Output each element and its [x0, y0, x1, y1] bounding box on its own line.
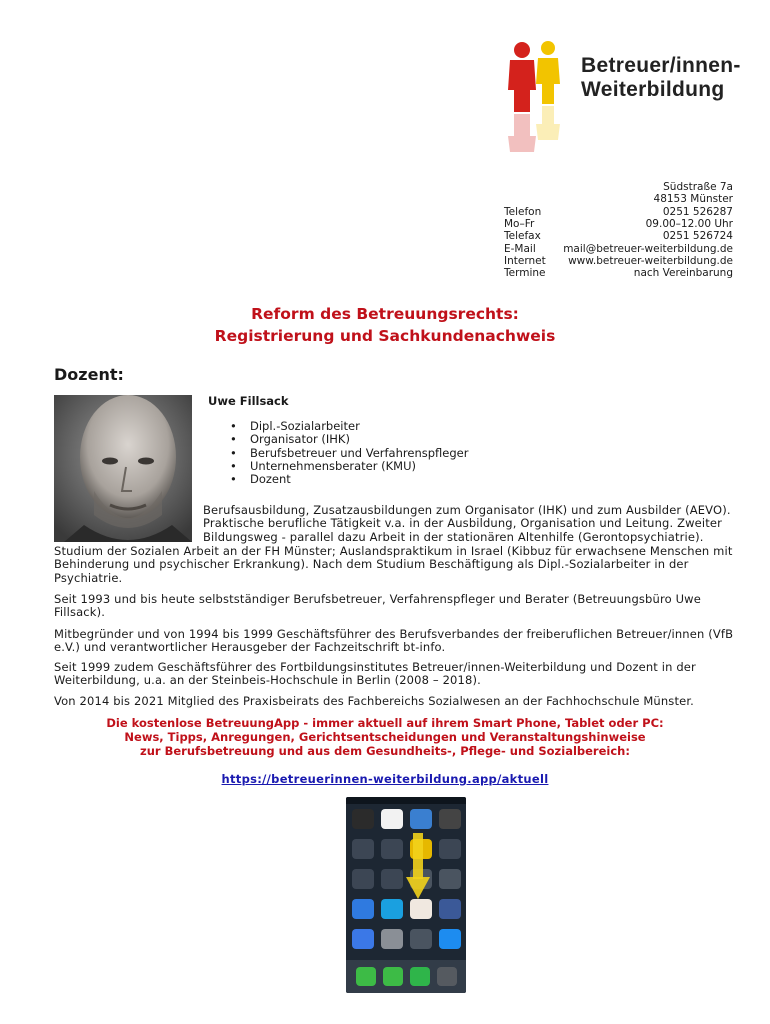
logo-wordmark	[581, 54, 741, 102]
people-logo-icon	[500, 40, 580, 160]
promo-line-2: News, Tipps, Anregungen, Gerichtsentscheidungen und Veranstaltungshinweise	[124, 730, 646, 744]
contact-row-phone	[504, 206, 733, 218]
contact-label: Telefon	[504, 206, 542, 218]
contact-value: nach Vereinbarung	[633, 267, 733, 280]
folder-icon	[352, 839, 374, 859]
messenger-icon	[439, 929, 461, 949]
phone-icon	[356, 967, 376, 986]
bio-paragraph-2: Mitbegründer und von 1994 bis 1999 Geschäftsführer des Berufsverbandes der freiberuflichen Betreuer/innen (VfB e.V.) und verantwortlicher Herausgeber der Fachzeitschrift bt-info.	[54, 627, 734, 655]
folder-icon	[410, 929, 432, 949]
promo-line-3: zur Berufsbetreuung und aus dem Gesundheits-, Pflege- und Sozialbereich:	[140, 744, 630, 758]
list-item: • Dipl.-Sozialarbeiter	[230, 420, 468, 433]
contact-row-appointments	[504, 267, 733, 279]
folder-icon	[439, 869, 461, 889]
title-line-1: Reform des Betreuungsrechts:	[251, 305, 519, 323]
contact-label: Mo–Fr	[504, 218, 535, 231]
address-block	[654, 181, 733, 205]
contact-row-hours	[504, 218, 733, 230]
contact-label: Termine	[504, 267, 546, 280]
settings-icon	[381, 929, 403, 949]
bio-intro: Berufsausbildung, Zusatzausbildungen zum Organisator (IHK) und zum Ausbilder (AEVO). Praktische berufliche Tätigkeit v.a. in der Ausbildung, Organisation und Leitung. Zweiter Bildungsweg - parallel dazu Arbeit in der stationären Altenhilfe (Gerontopsychiatrie).	[203, 503, 731, 544]
yellow-arrow-icon	[406, 833, 430, 903]
contact-row-email	[504, 243, 733, 255]
folder-icon	[352, 869, 374, 889]
email-link[interactable]: mail@betreuer-weiterbildung.de	[563, 242, 733, 255]
contact-value: 0251 526724	[662, 230, 733, 243]
street: Südstraße 7a	[663, 181, 733, 193]
google-icon	[352, 929, 374, 949]
list-item: • Organisator (IHK)	[230, 433, 468, 446]
bio-continuation: Studium der Sozialen Arbeit an der FH Münster; Auslandspraktikum in Israel (Kibbuz für erwachsene Menschen mit Behinderung und psychischer Erkrankung). Nach dem Studium Beschäftigung als Dipl.-Sozialarbeiter in der Psychiatrie.	[54, 544, 733, 585]
camera-icon	[437, 967, 457, 986]
list-item: • Berufsbetreuer und Verfahrenspfleger	[230, 447, 468, 460]
skype-icon	[381, 899, 403, 919]
photos-icon	[410, 809, 432, 829]
folder-icon	[381, 869, 403, 889]
logo	[500, 40, 740, 160]
contact-label: Telefax	[504, 230, 541, 243]
contact-value: 09.00–12.00 Uhr	[645, 218, 733, 231]
dozent-heading: Dozent:	[54, 365, 124, 384]
contact-value: 0251 526287	[662, 206, 733, 218]
reminders-icon	[439, 839, 461, 859]
messages-icon	[383, 967, 403, 986]
title-line-2: Registrierung und Sachkundenachweis	[214, 327, 556, 345]
logo-line-2: Weiterbildung	[581, 78, 725, 101]
promo-line-1: Die kostenlose BetreuungApp - immer aktuell auf ihrem Smart Phone, Tablet oder PC:	[106, 716, 664, 730]
qualification-list	[230, 420, 468, 486]
contact-table	[504, 206, 733, 279]
mail-icon	[352, 899, 374, 919]
dozent-name: Uwe Fillsack	[208, 394, 289, 408]
contact-row-web	[504, 255, 733, 267]
clock-icon	[352, 809, 374, 829]
contact-label: E-Mail	[504, 242, 536, 255]
phone-screenshot	[346, 797, 466, 993]
app-link[interactable]: https://betreuerinnen-weiterbildung.app/aktuell	[221, 772, 549, 786]
website-link[interactable]: www.betreuer-weiterbildung.de	[568, 254, 733, 267]
calendar-icon	[381, 809, 403, 829]
city: 48153 Münster	[653, 193, 733, 206]
list-item: • Dozent	[230, 473, 468, 486]
facebook-icon	[439, 899, 461, 919]
camera-icon	[439, 809, 461, 829]
app-promo	[0, 716, 770, 758]
bio-paragraph-3: Seit 1999 zudem Geschäftsführer des Fortbildungsinstitutes Betreuer/innen-Weiterbildung und Dozent in der Weiterbildung, u.a. an der Steinbeis-Hochschule in Berlin (2008 – 2018).	[54, 660, 696, 688]
list-item: • Unternehmensberater (KMU)	[230, 460, 468, 473]
document-title	[0, 303, 770, 347]
bio-paragraph-4: Von 2014 bis 2021 Mitglied des Praxisbeirats des Fachbereichs Sozialwesen an der Fachhochschule Münster.	[54, 694, 694, 708]
contact-row-fax	[504, 230, 733, 242]
whatsapp-icon	[410, 967, 430, 986]
phone-status-bar	[346, 797, 466, 804]
folder-icon	[381, 839, 403, 859]
phone-dock	[346, 960, 466, 993]
logo-line-1: Betreuer/innen-	[581, 54, 741, 77]
portrait-image-icon	[54, 395, 192, 542]
contact-label: Internet	[504, 254, 546, 267]
dozent-portrait	[54, 395, 192, 542]
bio-paragraph-1: Seit 1993 und bis heute selbstständiger Berufsbetreuer, Verfahrenspfleger und Berater (Betreuungsbüro Uwe Fillsack).	[54, 592, 701, 620]
